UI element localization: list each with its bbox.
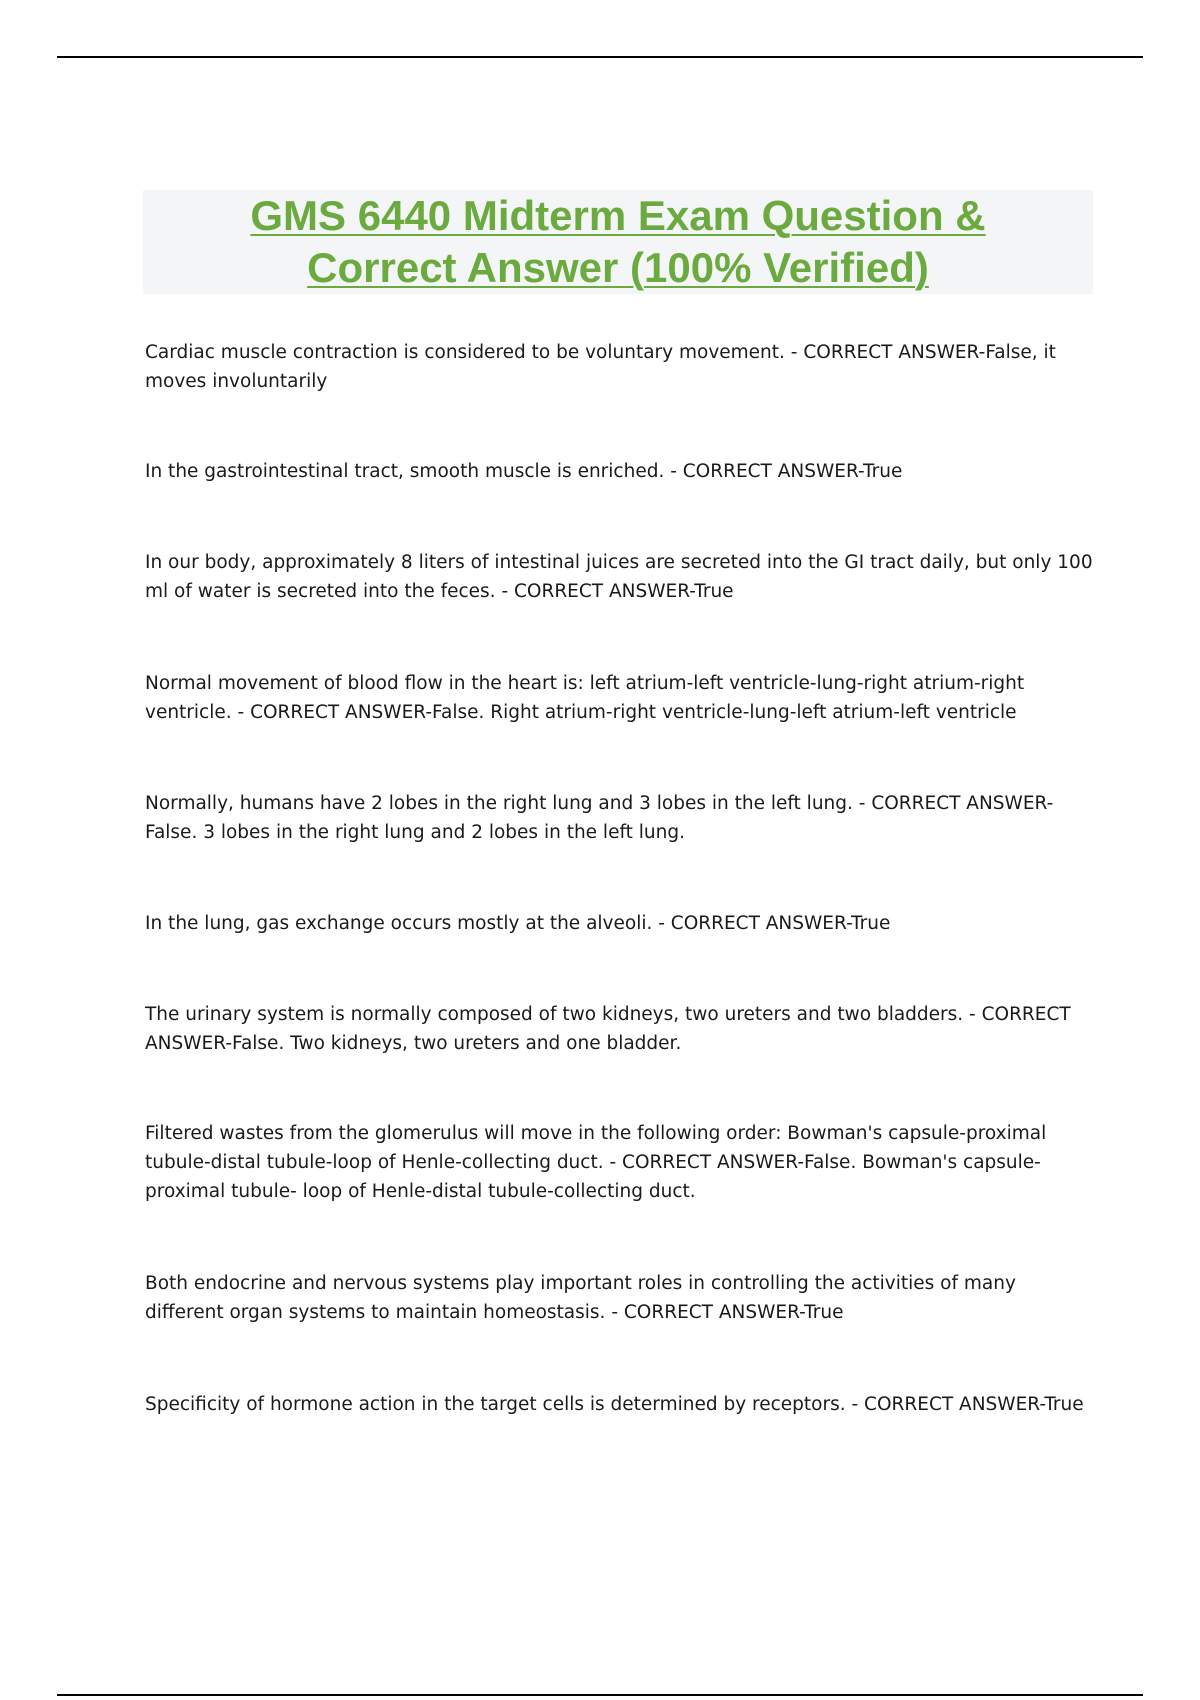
document-title: GMS 6440 Midterm Exam Question & Correct Answer (100% Verified)	[250, 192, 986, 291]
qa-item-9: Both endocrine and nervous systems play important roles in controlling the activities of many different organ systems to maintain homeostasis. - CORRECT ANSWER-True	[145, 1273, 1016, 1323]
qa-item-1: Cardiac muscle contraction is considered to be voluntary movement. - CORRECT ANSWER-False, it moves involuntarily	[145, 342, 1056, 392]
header-rule	[57, 56, 1143, 58]
title-banner	[143, 190, 1093, 294]
qa-item-2: In the gastrointestinal tract, smooth muscle is enriched. - CORRECT ANSWER-True	[145, 461, 903, 482]
qa-item-4: Normal movement of blood flow in the heart is: left atrium-left ventricle-lung-right atrium-right ventricle. - CORRECT ANSWER-False. Right atrium-right ventricle-lung-left atrium-left ventricle	[145, 673, 1025, 723]
footer-rule	[57, 1694, 1143, 1696]
qa-item-10: Specificity of hormone action in the target cells is determined by receptors. - CORRECT ANSWER-True	[145, 1394, 1084, 1415]
qa-item-6: In the lung, gas exchange occurs mostly at the alveoli. - CORRECT ANSWER-True	[145, 913, 891, 934]
qa-item-8: Filtered wastes from the glomerulus will move in the following order: Bowman's capsule-proximal tubule-distal tubule-loop of Henle-collecting duct. - CORRECT ANSWER-False. Bowman's capsule-proximal tubule- loop of Henle-distal tubule-collecting duct.	[145, 1123, 1047, 1202]
qa-item-3: In our body, approximately 8 liters of intestinal juices are secreted into the GI tract daily, but only 100 ml of water is secreted into the feces. - CORRECT ANSWER-True	[145, 552, 1093, 602]
qa-item-5: Normally, humans have 2 lobes in the right lung and 3 lobes in the left lung. - CORRECT ANSWER-False. 3 lobes in the right lung and 2 lobes in the left lung.	[145, 793, 1054, 843]
qa-item-7: The urinary system is normally composed of two kidneys, two ureters and two bladders. - CORRECT ANSWER-False. Two kidneys, two ureters and one bladder.	[145, 1004, 1071, 1054]
